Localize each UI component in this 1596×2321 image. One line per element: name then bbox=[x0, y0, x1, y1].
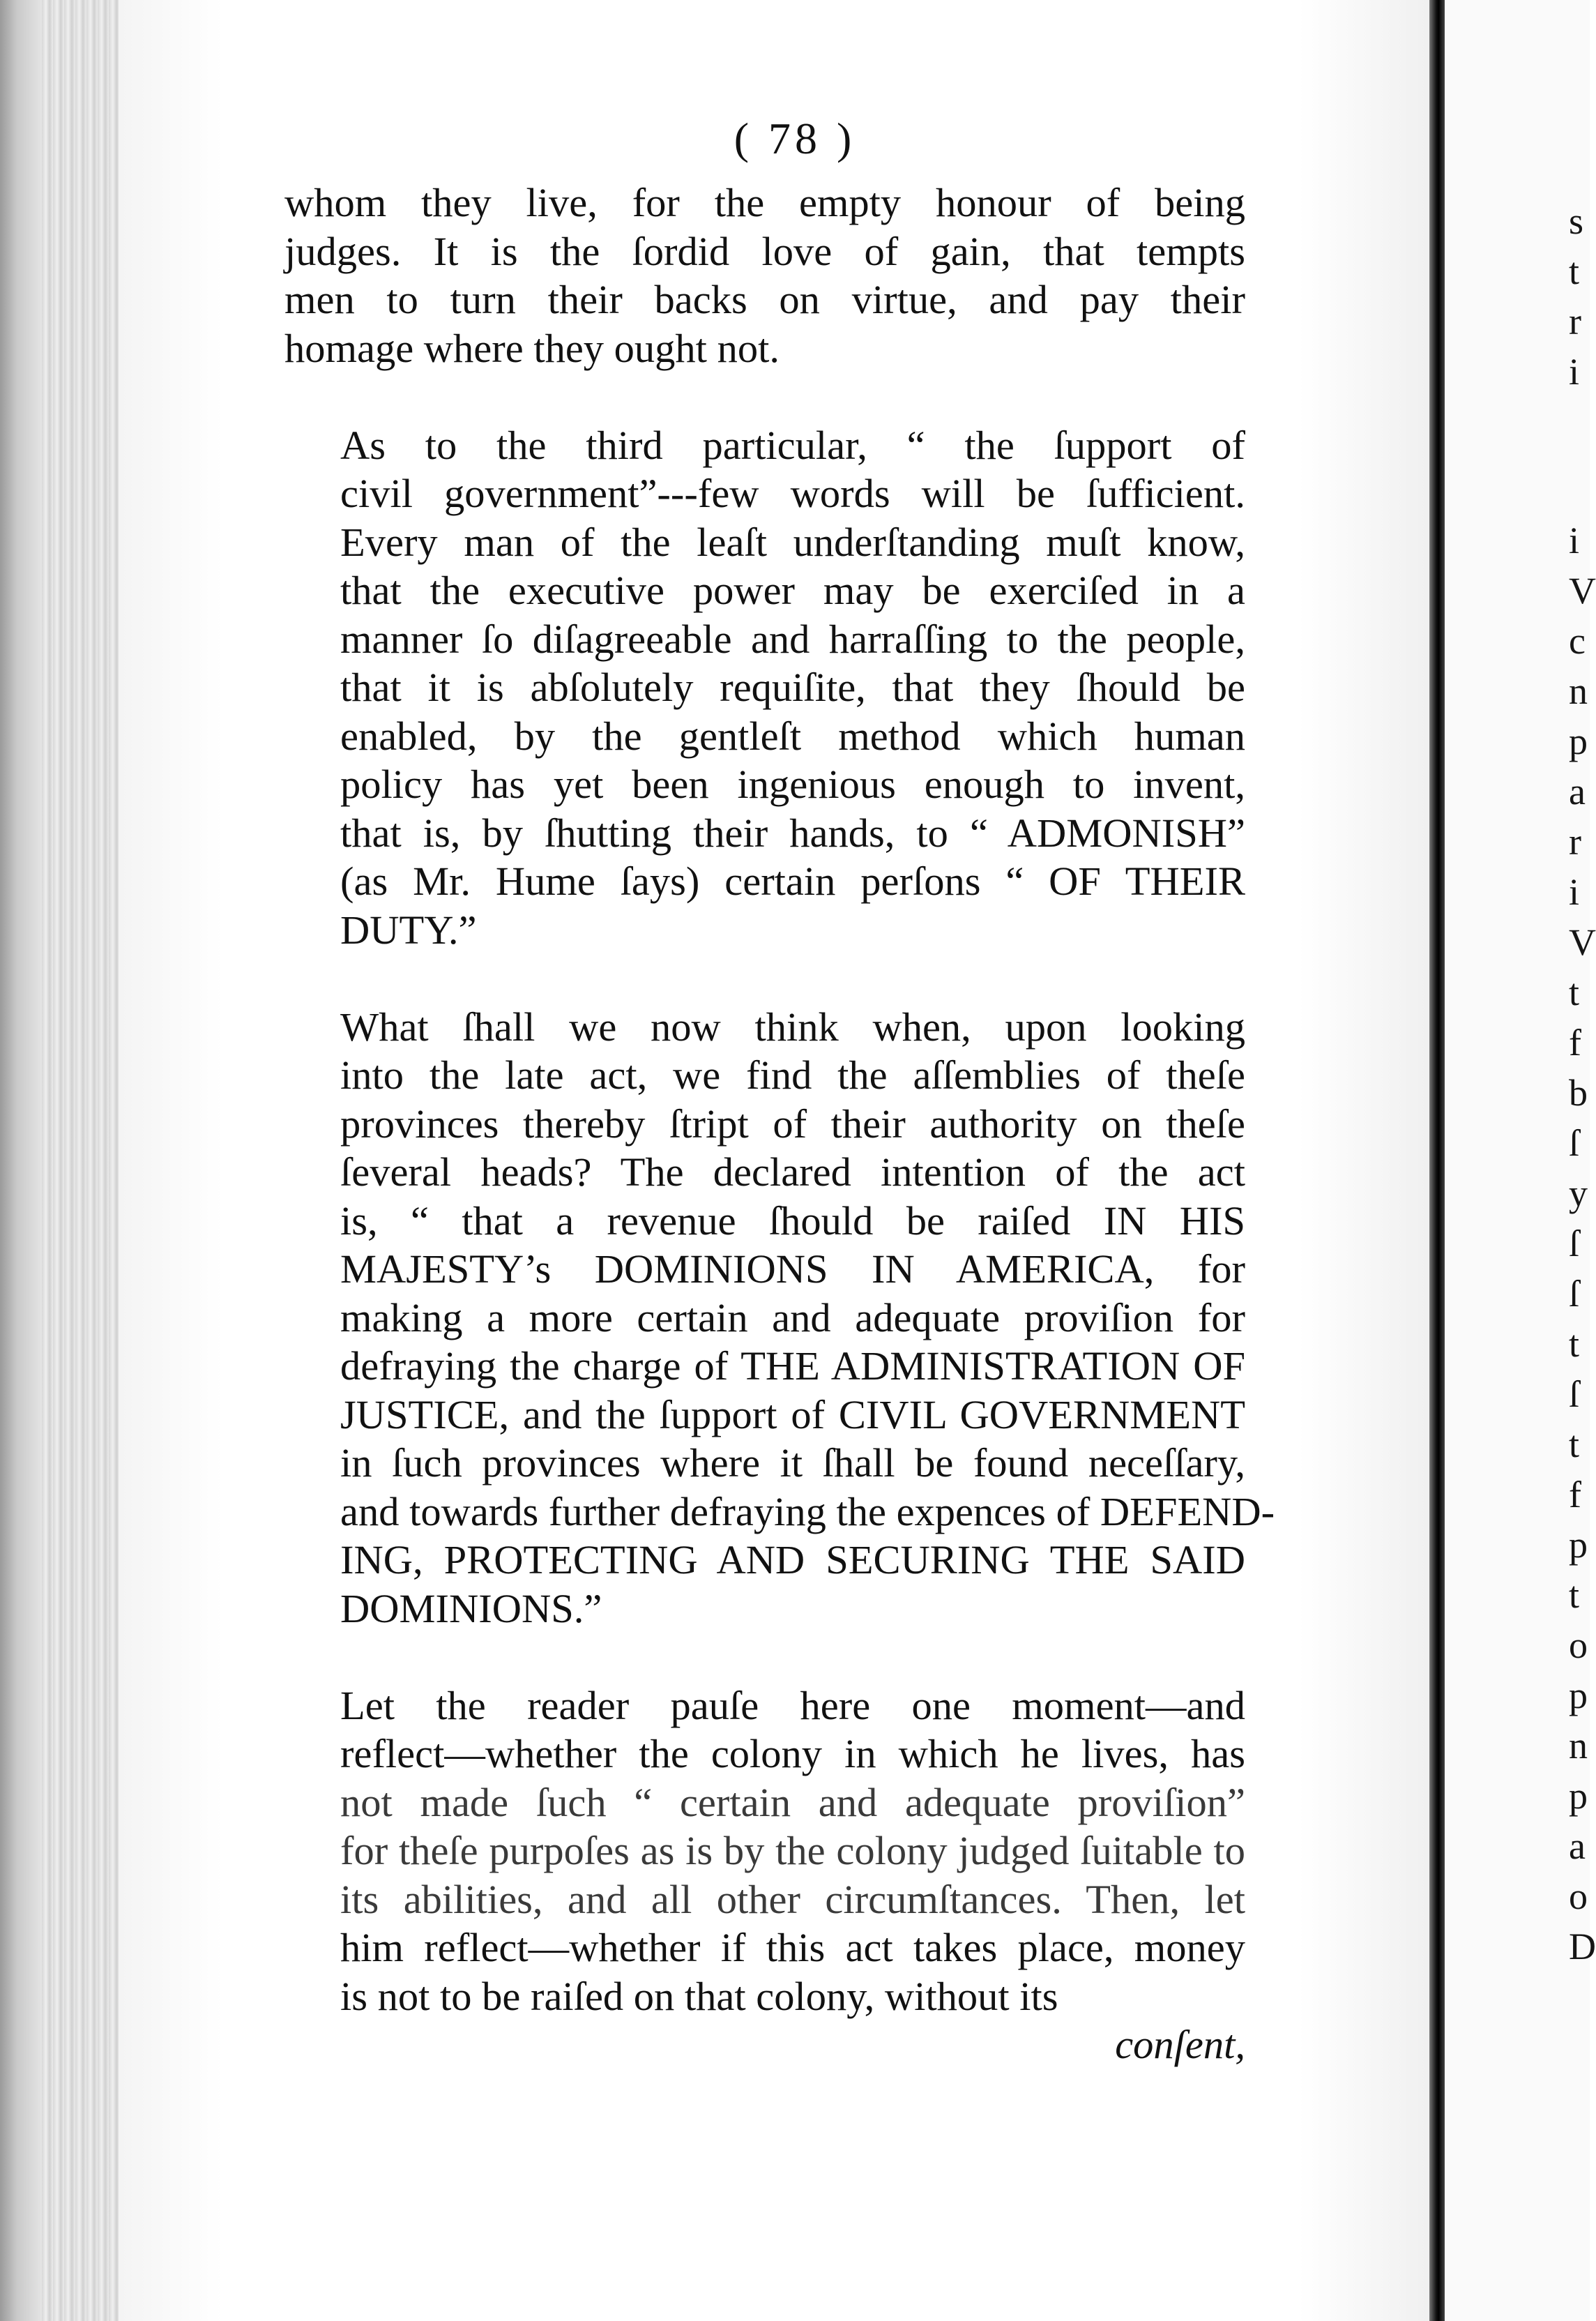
text-line: civil government”---few words will be ſufficient. bbox=[340, 471, 1245, 516]
facing-page-letter: t bbox=[1569, 1574, 1580, 1616]
facing-page-letter: p bbox=[1569, 1524, 1588, 1566]
facing-page-letter: r bbox=[1569, 821, 1581, 863]
text-line: DUTY.” bbox=[340, 907, 477, 953]
text-line: ING, PROTECTING AND SECURING THE SAID bbox=[340, 1537, 1245, 1582]
facing-page-letter: n bbox=[1569, 670, 1588, 712]
text-line: MAJESTY’s DOMINIONS IN AMERICA, for bbox=[340, 1246, 1245, 1292]
facing-page-letter: V bbox=[1569, 570, 1596, 612]
facing-page-letter: c bbox=[1569, 620, 1586, 662]
text-line: provinces thereby ſtript of their authority on theſe bbox=[340, 1101, 1245, 1147]
text-line: that the executive power may be exerciſed in a bbox=[340, 568, 1245, 613]
text-line: whom they live, for the empty honour of being bbox=[284, 180, 1245, 225]
text-line: and towards further defraying the expences of DEFEND- bbox=[340, 1488, 1275, 1534]
facing-page-letter: p bbox=[1569, 720, 1588, 762]
facing-page-letter: o bbox=[1569, 1875, 1588, 1917]
center-gutter bbox=[1429, 0, 1445, 2321]
text-line: (as Mr. Hume ſays) certain perſons “ OF THEIR bbox=[340, 859, 1245, 904]
text-line: that it is abſolutely requiſite, that they ſhould be bbox=[340, 665, 1245, 710]
paragraph-late-act bbox=[284, 1003, 1275, 1633]
text-line: is not to be raiſed on that colony, without its bbox=[340, 1973, 1058, 2019]
facing-page-letter: y bbox=[1569, 1172, 1588, 1214]
facing-page-letter: V bbox=[1569, 921, 1596, 963]
facing-page bbox=[1445, 0, 1596, 2321]
facing-page-letter: ſ bbox=[1569, 1373, 1580, 1415]
text-line: into the late act, we find the aſſemblies of theſe bbox=[340, 1052, 1245, 1098]
facing-page-letter: a bbox=[1569, 771, 1586, 812]
facing-page-letter: t bbox=[1569, 972, 1580, 1013]
page-number: ( 78 ) bbox=[734, 114, 856, 163]
text-line: homage where they ought not. bbox=[284, 325, 780, 371]
facing-page-letter: s bbox=[1569, 200, 1584, 242]
text-line: What ſhall we now think when, upon looking bbox=[340, 1004, 1245, 1050]
paragraph-civil-government bbox=[284, 421, 1245, 955]
paragraph-reader-pause bbox=[284, 1681, 1245, 2021]
page-body bbox=[284, 179, 1275, 2069]
text-line: ſeveral heads? The declared intention of the act bbox=[340, 1149, 1245, 1195]
text-line: in ſuch provinces where it ſhall be found neceſſary, bbox=[340, 1440, 1245, 1485]
facing-page-letter: ſ bbox=[1569, 1122, 1580, 1164]
text-line: men to turn their backs on virtue, and pay their bbox=[284, 277, 1245, 322]
text-line: defraying the charge of THE ADMINISTRATION OF bbox=[340, 1343, 1245, 1389]
text-line: judges. It is the ſordid love of gain, that tempts bbox=[284, 228, 1245, 274]
facing-page-letter: i bbox=[1569, 351, 1580, 393]
binding-shadow bbox=[0, 0, 42, 2321]
facing-page-letter: n bbox=[1569, 1725, 1588, 1767]
text-line: its abilities, and all other circumſtances. Then, let bbox=[340, 1876, 1245, 1922]
facing-page-letter: t bbox=[1569, 250, 1580, 292]
text-line: for theſe purpoſes as is by the colony judged ſuitable to bbox=[340, 1828, 1245, 1873]
facing-page-letter: i bbox=[1569, 520, 1580, 561]
facing-page-letter: o bbox=[1569, 1624, 1588, 1666]
text-line: not made ſuch “ certain and adequate proviſion” bbox=[340, 1779, 1245, 1825]
catchword-text: conſent, bbox=[1115, 2022, 1245, 2067]
text-line: As to the third particular, “ the ſupport of bbox=[340, 422, 1245, 468]
facing-page-letter: t bbox=[1569, 1423, 1580, 1465]
text-line: making a more certain and adequate proviſion for bbox=[340, 1294, 1245, 1340]
text-line: manner ſo diſagreeable and harraſſing to the people, bbox=[340, 616, 1245, 662]
facing-page-letter: i bbox=[1569, 871, 1580, 913]
text-line: is, “ that a revenue ſhould be raiſed IN HIS bbox=[340, 1197, 1245, 1243]
catchword bbox=[284, 2020, 1245, 2069]
text-line: him reflect—whether if this act takes place, money bbox=[340, 1925, 1245, 1970]
facing-page-letter: t bbox=[1569, 1323, 1580, 1365]
facing-page-letter: p bbox=[1569, 1775, 1588, 1817]
facing-page-letter: f bbox=[1569, 1022, 1581, 1064]
text-line: policy has yet been ingenious enough to invent, bbox=[340, 762, 1245, 807]
text-line: Let the reader pauſe here one moment—and bbox=[340, 1682, 1245, 1728]
facing-page-letter: f bbox=[1569, 1474, 1581, 1515]
text-line: reflect—whether the colony in which he lives, has bbox=[340, 1731, 1245, 1776]
paragraph-continuation bbox=[284, 179, 1245, 372]
text-line: DOMINIONS.” bbox=[340, 1585, 602, 1631]
text-line: that is, by ſhutting their hands, to “ ADMONISH” bbox=[340, 810, 1245, 856]
facing-page-letter: D bbox=[1569, 1926, 1596, 1967]
facing-page-letter: a bbox=[1569, 1825, 1586, 1867]
facing-page-letter: ſ bbox=[1569, 1223, 1580, 1264]
text-line: enabled, by the gentleſt method which human bbox=[340, 713, 1245, 759]
page-edges bbox=[42, 0, 119, 2321]
facing-page-letter: b bbox=[1569, 1072, 1588, 1114]
facing-page-letter: ſ bbox=[1569, 1273, 1580, 1315]
text-line: JUSTICE, and the ſupport of CIVIL GOVERNMENT bbox=[340, 1391, 1245, 1437]
text-line: Every man of the leaſt underſtanding muſt know, bbox=[340, 519, 1245, 565]
facing-page-letter: r bbox=[1569, 301, 1581, 342]
facing-page-letter: p bbox=[1569, 1674, 1588, 1716]
